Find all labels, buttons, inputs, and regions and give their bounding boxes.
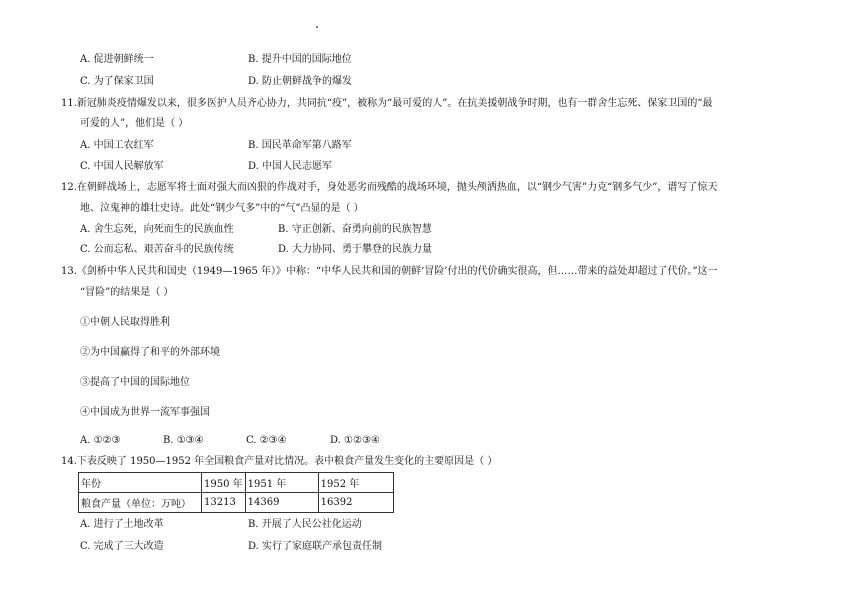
q12-option-d: D. 大力协同、勇于攀登的民族力量 xyxy=(278,244,433,255)
table-row xyxy=(79,493,394,513)
q11-stem-line1: 11.新冠肺炎疫情爆发以来，很多医护人员齐心协力，共同抗“疫”，被称为“最可爱的人”。在抗美援朝战争时期，也有一群舍生忘死、保家卫国的“最 xyxy=(61,98,713,109)
table-cell: 年份 xyxy=(79,473,202,493)
table-cell: 13213 xyxy=(202,493,246,513)
q11-stem-line2: 可爱的人”，他们是（ ） xyxy=(80,118,189,129)
grain-output-table xyxy=(78,472,394,513)
q13-item-2: ②为中国赢得了和平的外部环境 xyxy=(80,347,220,358)
q14-option-a: A. 进行了土地改革 xyxy=(80,519,164,530)
page-dot xyxy=(316,26,318,28)
q10-option-c: C. 为了保家卫国 xyxy=(80,76,154,87)
table-cell: 16392 xyxy=(318,493,393,513)
q11-option-c: C. 中国人民解放军 xyxy=(80,161,164,172)
q14-stem: 14.下表反映了 1950—1952 年全国粮食产量对比情况。表中粮食产量发生变化的主要原因是（ ） xyxy=(61,456,498,467)
q14-option-c: C. 完成了三大改造 xyxy=(80,541,164,552)
q11-option-a: A. 中国工农红军 xyxy=(80,140,154,151)
q13-option-c: C. ②③④ xyxy=(246,435,287,446)
q13-stem-line1: 13.《剑桥中华人民共和国史（1949—1965 年）》中称：“中华人民共和国的朝鲜‘冒险’付出的代价确实很高，但……带来的益处却超过了代价。”这一 xyxy=(61,266,718,277)
q14-option-b: B. 开展了人民公社化运动 xyxy=(248,519,362,530)
q13-item-3: ③提高了中国的国际地位 xyxy=(80,377,190,388)
q12-stem-line1: 12.在朝鲜战场上，志愿军将士面对强大而凶狠的作战对手，身处恶劣而残酷的战场环境，抛头颅洒热血，以“钢少气害”力克“钢多气少”，谱写了惊天 xyxy=(61,182,718,193)
table-header-row xyxy=(79,473,394,493)
q13-item-4: ④中国成为世界一流军事强国 xyxy=(80,407,210,418)
q13-item-1: ①中朝人民取得胜利 xyxy=(80,317,170,328)
table-cell: 1950 年 xyxy=(202,473,246,493)
q10-option-a: A. 促进朝鲜统一 xyxy=(80,54,154,65)
q11-option-b: B. 国民革命军第八路军 xyxy=(248,140,352,151)
q10-option-d: D. 防止朝鲜战争的爆发 xyxy=(248,76,353,87)
q12-option-a: A. 舍生忘死，向死而生的民族血性 xyxy=(80,224,234,235)
q12-stem-line2: 地、泣鬼神的雄壮史诗。此处“钢少气多”中的“气”凸显的是（ ） xyxy=(80,203,364,214)
q12-option-c: C. 公而忘私、艰苦奋斗的民族传统 xyxy=(80,244,234,255)
q11-option-d: D. 中国人民志愿军 xyxy=(248,161,333,172)
table-cell: 1952 年 xyxy=(318,473,393,493)
table-cell: 14369 xyxy=(245,493,318,513)
q10-option-b: B. 提升中国的国际地位 xyxy=(248,54,352,65)
table-cell: 粮食产量（单位：万吨） xyxy=(79,493,202,513)
q12-option-b: B. 守正创新、奋勇向前的民族智慧 xyxy=(278,224,432,235)
q14-option-d: D. 实行了家庭联产承包责任制 xyxy=(248,541,383,552)
q13-option-b: B. ①③④ xyxy=(163,435,204,446)
q13-stem-line2: “冒险”的结果是（ ） xyxy=(80,287,174,298)
q13-option-a: A. ①②③ xyxy=(80,435,121,446)
table-cell: 1951 年 xyxy=(245,473,318,493)
q13-option-d: D. ①②③④ xyxy=(330,435,380,446)
